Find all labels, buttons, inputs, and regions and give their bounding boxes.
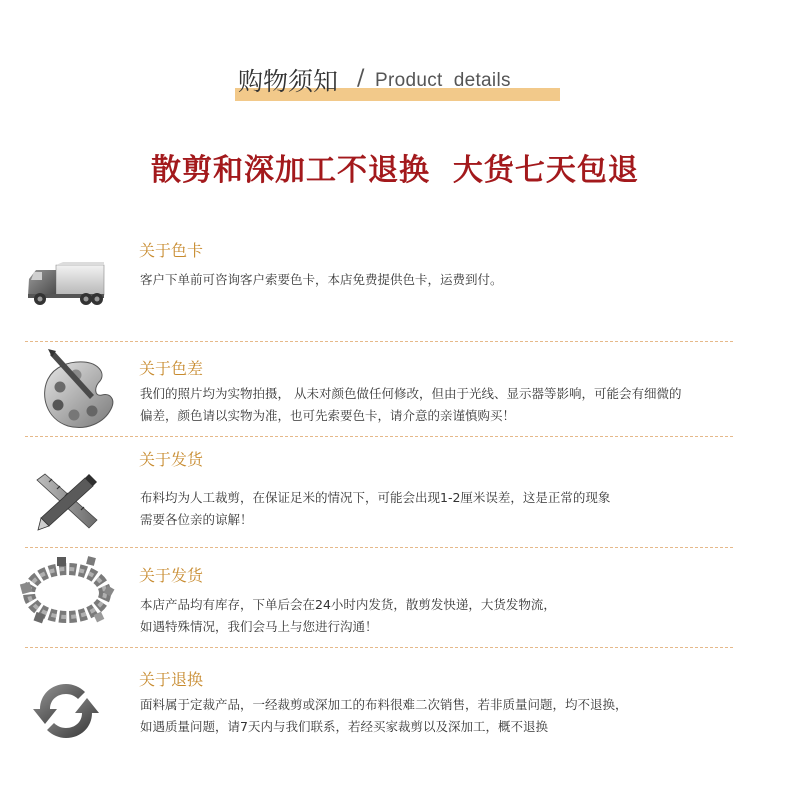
- section-text-color-card: 客户下单前可咨询客户索要色卡，本店免费提供色卡，运费到付。: [140, 272, 503, 287]
- section-text-color-difference-line-2: 偏差，颜色请以实物为准，也可先索要色卡，请介意的亲谨慎购买！: [140, 408, 516, 423]
- pencil-ruler-icon: [33, 472, 99, 532]
- section-title-stock: 关于发货: [139, 566, 204, 585]
- header-title-en: Product details: [375, 70, 511, 91]
- section-title-color-card: 关于色卡: [139, 241, 204, 260]
- section-text-shipping-line-2: 需要各位亲的谅解！: [140, 512, 253, 527]
- section-title-returns: 关于退换: [139, 670, 204, 689]
- header-title-cn: 购物须知: [238, 67, 339, 96]
- palette-icon: [34, 349, 118, 431]
- section-text-stock-line-1: 本店产品均有库存，下单后会在24小时内发货，散剪发快递，大货发物流，: [140, 597, 556, 612]
- section-text-shipping-line-1: 布料均为人工裁剪，在保证足米的情况下，可能会出现1-2厘米误差，这是正常的现象: [140, 490, 611, 505]
- section-header: [235, 62, 560, 102]
- blocks-ring-icon: [17, 553, 117, 633]
- divider: [25, 436, 733, 437]
- divider: [25, 547, 733, 548]
- header-separator: /: [357, 66, 365, 91]
- refresh-icon: [33, 678, 99, 744]
- return-policy-notice: 散剪和深加工不退换 大货七天包退: [151, 153, 639, 188]
- divider: [25, 341, 733, 342]
- section-title-shipping: 关于发货: [139, 450, 204, 469]
- divider: [25, 647, 733, 648]
- section-text-returns-line-1: 面料属于定裁产品，一经裁剪或深加工的布料很难二次销售，若非质量问题，均不退换，: [140, 697, 628, 712]
- section-text-returns-line-2: 如遇质量问题，请7天内与我们联系，若经买家裁剪以及深加工，概不退换: [140, 719, 548, 734]
- section-text-stock-line-2: 如遇特殊情况，我们会马上与您进行沟通！: [140, 619, 378, 634]
- section-title-color-difference: 关于色差: [139, 359, 204, 378]
- truck-icon: [26, 262, 106, 307]
- section-text-color-difference-line-1: 我们的照片均为实物拍摄， 从未对颜色做任何修改，但由于光线、显示器等影响，可能会有细微的: [140, 386, 682, 401]
